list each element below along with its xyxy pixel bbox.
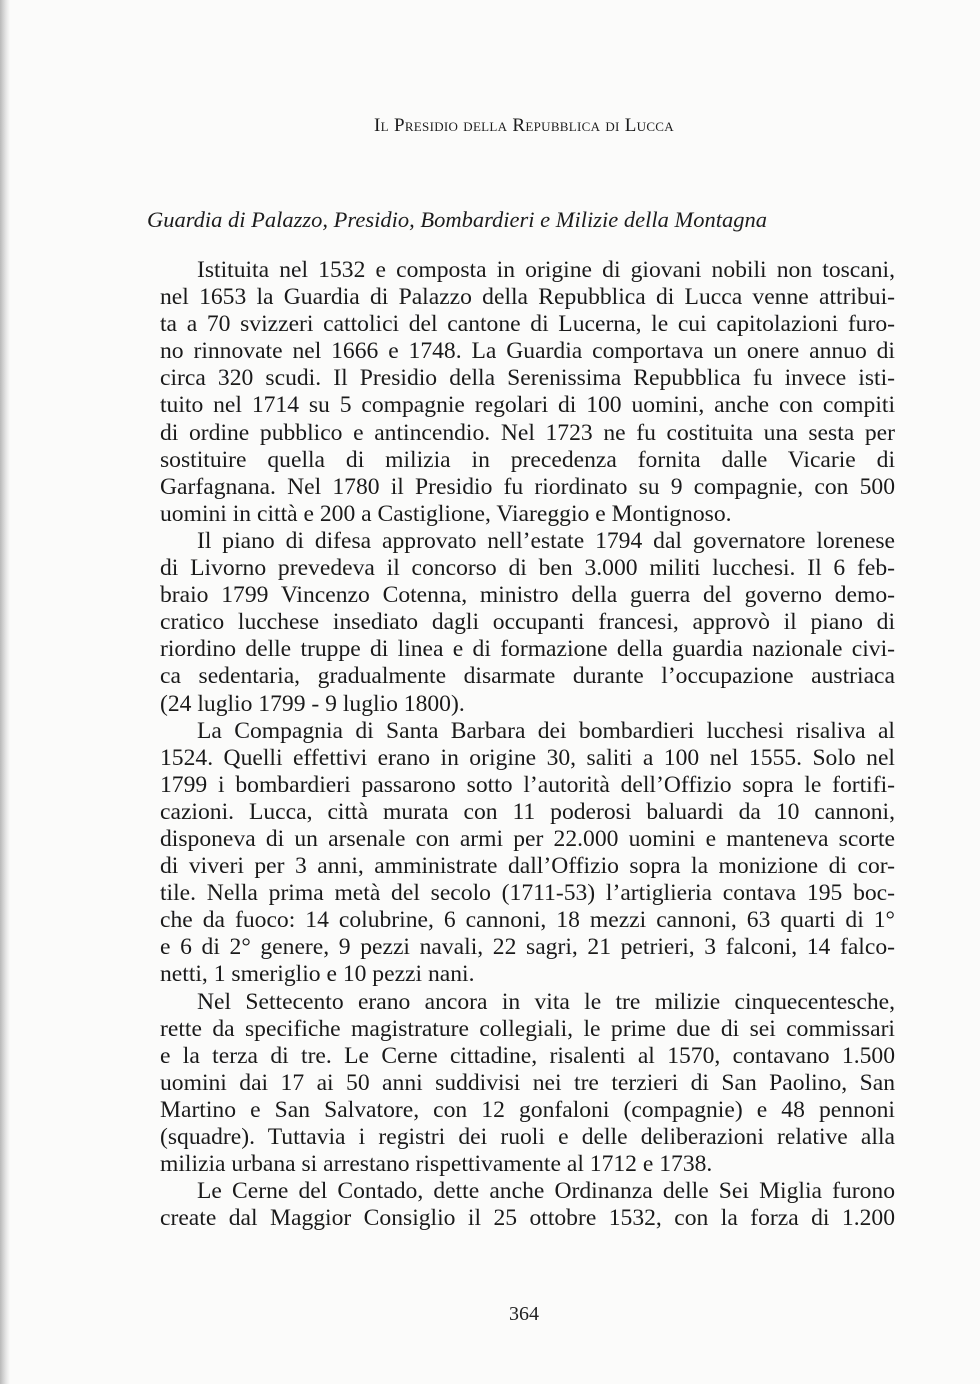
text-line: cratico lucchese insediato dagli occupanti francesi, approvò il piano di bbox=[160, 609, 895, 636]
text-line: uomini dai 17 ai 50 anni suddivisi nei tre terzieri di San Paolino, San bbox=[160, 1069, 895, 1096]
text-line: di viveri per 3 anni, amministrate dall’Offizio sopra la monizione di cor- bbox=[160, 853, 895, 880]
running-head: Il Presidio della Repubblica di Lucca bbox=[374, 115, 674, 136]
text-line: e la terza di tre. Le Cerne cittadine, risalenti al 1570, contavano 1.500 bbox=[160, 1042, 895, 1069]
text-line: netti, 1 smeriglio e 10 pezzi nani. bbox=[160, 961, 475, 988]
text-line: Garfagnana. Nel 1780 il Presidio fu riordinato su 9 compagnie, con 500 bbox=[160, 473, 895, 500]
text-line: create dal Maggior Consiglio il 25 ottobre 1532, con la forza di 1.200 bbox=[160, 1205, 895, 1232]
text-line: no rinnovate nel 1666 e 1748. La Guardia comportava un onere annuo di bbox=[160, 338, 895, 365]
text-line: milizia urbana si arrestano rispettivamente al 1712 e 1738. bbox=[160, 1151, 713, 1178]
text-line: Il piano di difesa approvato nell’estate 1794 dal governatore lorenese bbox=[197, 527, 895, 554]
text-line: braio 1799 Vincenzo Cotenna, ministro della guerra del governo demo- bbox=[160, 582, 895, 609]
text-line: ta a 70 svizzeri cattolici del cantone di Lucerna, le cui capitolazioni furo- bbox=[160, 311, 895, 338]
paragraph bbox=[160, 718, 895, 989]
text-line: cazioni. Lucca, città murata con 11 poderosi baluardi da 10 cannoni, bbox=[160, 798, 895, 825]
text-line: 1524. Quelli effettivi erano in origine 30, saliti a 100 nel 1555. Solo nel bbox=[160, 744, 895, 771]
text-line: (24 luglio 1799 - 9 luglio 1800). bbox=[160, 690, 465, 717]
text-line: e 6 di 2° genere, 9 pezzi navali, 22 sagri, 21 petrieri, 3 falconi, 14 falco- bbox=[160, 934, 895, 961]
text-line: riordino delle truppe di linea e di formazione della guardia nazionale civi- bbox=[160, 636, 895, 663]
text-line: uomini in città e 200 a Castiglione, Viareggio e Montignoso. bbox=[160, 500, 732, 527]
text-line: Istituita nel 1532 e composta in origine di giovani nobili non toscani, bbox=[197, 257, 895, 283]
text-line: rette da specifiche magistrature collegiali, le prime due di sei commissari bbox=[160, 1015, 895, 1042]
text-line: tuito nel 1714 su 5 compagnie regolari di 100 uomini, anche con compiti bbox=[160, 392, 895, 419]
text-line: Nel Settecento erano ancora in vita le tre milizie cinquecentesche, bbox=[197, 988, 895, 1015]
paragraph bbox=[160, 528, 895, 718]
text-line: circa 320 scudi. Il Presidio della Serenissima Repubblica fu invece isti- bbox=[160, 365, 895, 392]
text-line: Martino e San Salvatore, con 12 gonfaloni (compagnie) e 48 pennoni bbox=[160, 1096, 895, 1123]
text-line: (squadre). Tuttavia i registri dei ruoli e delle deliberazioni relative alla bbox=[160, 1124, 895, 1150]
paragraph bbox=[160, 257, 895, 528]
text-line: disponeva di un arsenale con armi per 22.000 uomini e manteneva scorte bbox=[160, 825, 895, 852]
text-line: tile. Nella prima metà del secolo (1711-53) l’artiglieria contava 195 boc- bbox=[160, 880, 895, 907]
text-line: sostituire quella di milizia in precedenza fornita dalle Vicarie di bbox=[160, 446, 895, 473]
text-line: Le Cerne del Contado, dette anche Ordinanza delle Sei Miglia furono bbox=[197, 1178, 895, 1205]
text-line: nel 1653 la Guardia di Palazzo della Repubblica di Lucca venne attribui- bbox=[160, 284, 895, 311]
text-line: di ordine pubblico e antincendio. Nel 1723 ne fu costituita una sesta per bbox=[160, 419, 895, 446]
page-binding-shadow bbox=[0, 0, 10, 1384]
section-title: Guardia di Palazzo, Presidio, Bombardieri e Milizie della Montagna bbox=[147, 207, 767, 232]
page-number: 364 bbox=[509, 1303, 539, 1325]
text-line: La Compagnia di Santa Barbara dei bombardieri lucchesi risaliva al bbox=[197, 717, 895, 744]
paragraph bbox=[160, 1178, 895, 1232]
text-line: 1799 i bombardieri passarono sotto l’autorità dell’Offizio sopra le fortifi- bbox=[160, 771, 895, 798]
text-line: ca sedentaria, gradualmente disarmate durante l’occupazione austriaca bbox=[160, 663, 895, 690]
text-line: di Livorno prevedeva il concorso di ben 3.000 militi lucchesi. Il 6 feb- bbox=[160, 555, 895, 582]
body-text bbox=[160, 257, 895, 1232]
text-line: che da fuoco: 14 colubrine, 6 cannoni, 18 mezzi cannoni, 63 quarti di 1° bbox=[160, 907, 895, 934]
paragraph bbox=[160, 989, 895, 1179]
